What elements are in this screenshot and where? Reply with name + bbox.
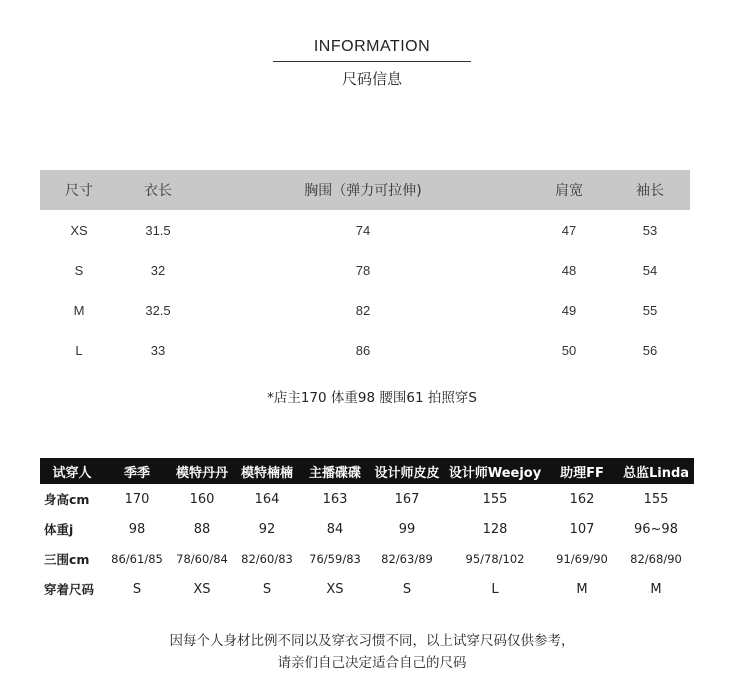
table-row <box>40 574 694 604</box>
model-fit-table <box>40 458 694 604</box>
title-english: INFORMATION <box>313 38 431 55</box>
disclaimer <box>0 630 744 674</box>
cell: 91/69/90 <box>556 552 608 566</box>
cell: 167 <box>394 491 420 507</box>
shop-owner-note: *店主170 体重98 腰围61 拍照穿S <box>267 390 477 406</box>
cell: 98 <box>128 521 146 537</box>
cell: 170 <box>124 491 150 507</box>
header-wearer: 试穿人 <box>40 458 104 484</box>
table-row <box>40 210 690 250</box>
table-row <box>40 544 694 574</box>
disclaimer-line-1: 因每个人身材比例不同以及穿衣习惯不同，以上试穿尺码仅供参考， <box>169 633 575 649</box>
cell: S <box>402 581 412 597</box>
cell: 50 <box>561 342 577 358</box>
cell: 82/63/89 <box>381 552 433 566</box>
size-table <box>40 170 690 370</box>
cell: XS <box>70 222 88 238</box>
row-label: 体重j <box>44 522 74 537</box>
title-chinese: 尺码信息 <box>341 70 402 88</box>
cell: 78 <box>355 262 371 278</box>
title-divider <box>273 61 471 62</box>
information-header <box>0 38 744 89</box>
table-row <box>40 514 694 544</box>
header-length: 衣长 <box>118 170 198 210</box>
cell: 76/59/83 <box>309 552 361 566</box>
header-model: 设计师Weejoy <box>444 458 546 484</box>
cell: 48 <box>561 262 577 278</box>
header-model: 季季 <box>104 458 170 484</box>
cell: 92 <box>258 521 276 537</box>
cell: 84 <box>326 521 344 537</box>
cell: S <box>262 581 272 597</box>
header-model: 总监Linda <box>618 458 694 484</box>
cell: 155 <box>643 491 669 507</box>
row-label: 身高cm <box>44 492 90 507</box>
cell: 82 <box>355 302 371 318</box>
cell: L <box>491 581 499 597</box>
header-model: 主播碟碟 <box>300 458 370 484</box>
table-row <box>40 290 690 330</box>
table-row <box>40 330 690 370</box>
cell: 53 <box>642 222 658 238</box>
cell: 78/60/84 <box>176 552 228 566</box>
cell: 33 <box>150 342 166 358</box>
cell: 99 <box>398 521 416 537</box>
header-sleeve: 袖长 <box>610 170 690 210</box>
cell: 95/78/102 <box>465 552 525 566</box>
cell: 160 <box>189 491 215 507</box>
cell: 163 <box>322 491 348 507</box>
cell: 164 <box>254 491 280 507</box>
cell: 74 <box>355 222 371 238</box>
cell: 32.5 <box>145 302 171 318</box>
header-size: 尺寸 <box>40 170 118 210</box>
header-shoulder: 肩宽 <box>528 170 610 210</box>
cell: S <box>74 262 84 278</box>
header-model: 模特丹丹 <box>170 458 234 484</box>
cell: 86/61/85 <box>111 552 163 566</box>
cell: S <box>132 581 142 597</box>
header-model: 设计师皮皮 <box>370 458 444 484</box>
table-row <box>40 484 694 514</box>
header-model: 助理FF <box>546 458 618 484</box>
cell: 31.5 <box>145 222 171 238</box>
cell: 155 <box>482 491 508 507</box>
cell: 128 <box>482 521 508 537</box>
cell: M <box>650 581 662 597</box>
disclaimer-line-2: 请亲们自己决定适合自己的尺码 <box>277 655 467 671</box>
cell: 86 <box>355 342 371 358</box>
cell: 82/60/83 <box>241 552 293 566</box>
cell: M <box>73 302 85 318</box>
cell: 49 <box>561 302 577 318</box>
cell: 32 <box>150 262 166 278</box>
header-model: 模特楠楠 <box>234 458 300 484</box>
cell: 162 <box>569 491 595 507</box>
cell: XS <box>193 581 211 597</box>
cell: 54 <box>642 262 658 278</box>
cell: M <box>576 581 588 597</box>
cell: 96~98 <box>634 521 678 537</box>
cell: L <box>75 342 83 358</box>
cell: 47 <box>561 222 577 238</box>
cell: 82/68/90 <box>630 552 682 566</box>
cell: 107 <box>569 521 595 537</box>
model-table-header <box>40 458 694 484</box>
row-label: 穿着尺码 <box>44 582 95 597</box>
cell: 56 <box>642 342 658 358</box>
cell: 88 <box>193 521 211 537</box>
table-row <box>40 250 690 290</box>
header-bust: 胸围（弹力可拉伸) <box>198 170 528 210</box>
cell: 55 <box>642 302 658 318</box>
row-label: 三围cm <box>44 552 90 567</box>
cell: XS <box>326 581 344 597</box>
size-table-header <box>40 170 690 210</box>
